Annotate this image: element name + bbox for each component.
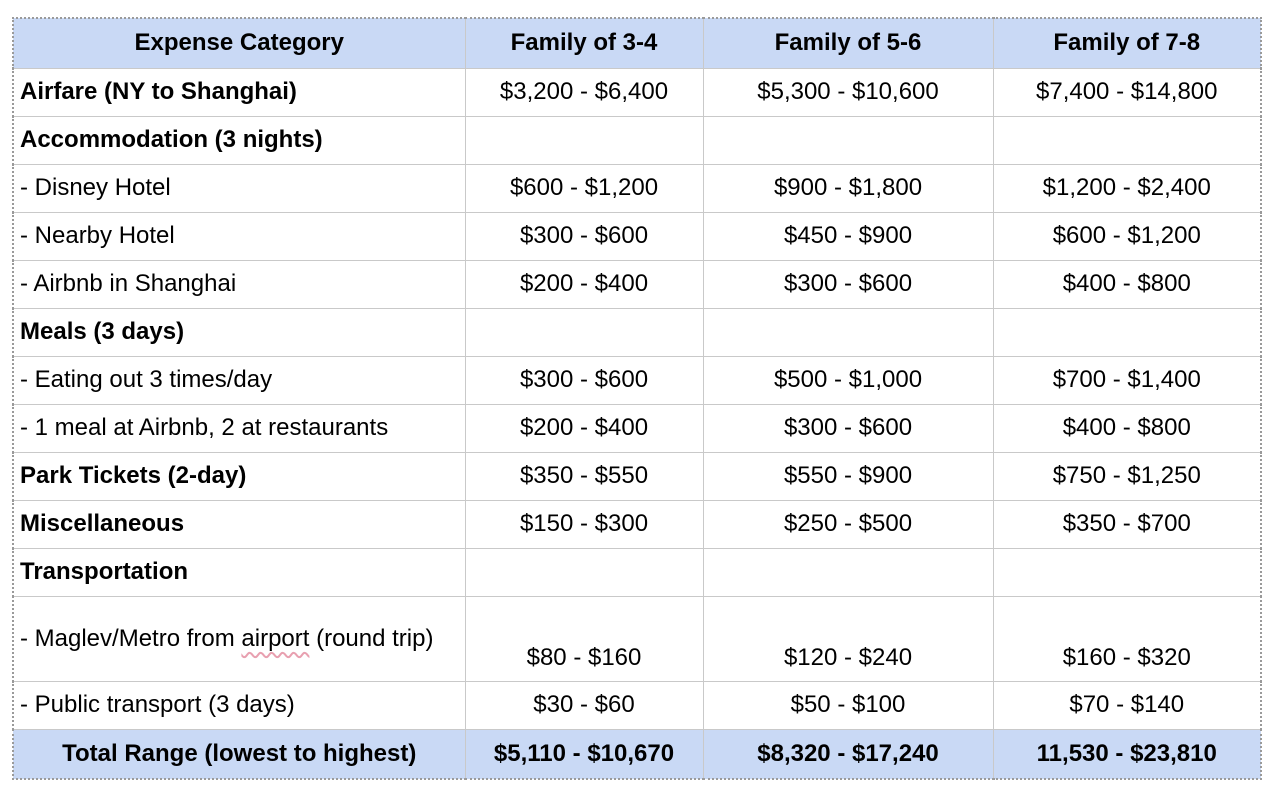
total-row bbox=[13, 729, 1261, 779]
cell-family-5-6[interactable]: $300 - $600 bbox=[703, 404, 993, 452]
row-label[interactable]: Transportation bbox=[13, 548, 465, 596]
table-row bbox=[13, 68, 1261, 116]
table-row bbox=[13, 308, 1261, 356]
cell-family-3-4[interactable]: $150 - $300 bbox=[465, 500, 703, 548]
row-label-part: (round trip) bbox=[309, 624, 434, 652]
cell-family-7-8[interactable]: $350 - $700 bbox=[993, 500, 1261, 548]
cell-family-7-8[interactable]: $400 - $800 bbox=[993, 260, 1261, 308]
cell-family-7-8[interactable] bbox=[993, 548, 1261, 596]
row-label[interactable]: - Eating out 3 times/day bbox=[13, 356, 465, 404]
cell-family-7-8[interactable]: $400 - $800 bbox=[993, 404, 1261, 452]
row-label[interactable]: - 1 meal at Airbnb, 2 at restaurants bbox=[13, 404, 465, 452]
table-row bbox=[13, 452, 1261, 500]
table-row bbox=[13, 548, 1261, 596]
cell-family-7-8[interactable]: $7,400 - $14,800 bbox=[993, 68, 1261, 116]
row-label[interactable]: Accommodation (3 nights) bbox=[13, 116, 465, 164]
table-row bbox=[13, 164, 1261, 212]
cell-family-3-4[interactable]: $300 - $600 bbox=[465, 356, 703, 404]
header-category[interactable]: Expense Category bbox=[13, 18, 465, 68]
table-row bbox=[13, 260, 1261, 308]
cell-family-7-8[interactable] bbox=[993, 308, 1261, 356]
cell-family-5-6[interactable]: $120 - $240 bbox=[703, 596, 993, 681]
header-family-3-4[interactable]: Family of 3-4 bbox=[465, 18, 703, 68]
row-label[interactable] bbox=[13, 596, 465, 681]
cell-family-5-6[interactable]: $550 - $900 bbox=[703, 452, 993, 500]
table-row bbox=[13, 681, 1261, 729]
row-label[interactable]: - Disney Hotel bbox=[13, 164, 465, 212]
row-label[interactable]: Park Tickets (2-day) bbox=[13, 452, 465, 500]
cell-family-5-6[interactable] bbox=[703, 308, 993, 356]
cell-family-5-6[interactable] bbox=[703, 116, 993, 164]
header-row bbox=[13, 18, 1261, 68]
row-label[interactable]: - Public transport (3 days) bbox=[13, 681, 465, 729]
table-row bbox=[13, 404, 1261, 452]
cell-family-5-6[interactable]: $900 - $1,800 bbox=[703, 164, 993, 212]
cell-family-7-8[interactable]: $700 - $1,400 bbox=[993, 356, 1261, 404]
cell-family-3-4[interactable]: $30 - $60 bbox=[465, 681, 703, 729]
cell-family-5-6[interactable]: $500 - $1,000 bbox=[703, 356, 993, 404]
cell-family-3-4[interactable] bbox=[465, 548, 703, 596]
row-label[interactable]: - Airbnb in Shanghai bbox=[13, 260, 465, 308]
row-label[interactable]: Airfare (NY to Shanghai) bbox=[13, 68, 465, 116]
cell-family-3-4[interactable] bbox=[465, 116, 703, 164]
cell-family-3-4[interactable]: $300 - $600 bbox=[465, 212, 703, 260]
table-row bbox=[13, 596, 1261, 681]
header-family-5-6[interactable]: Family of 5-6 bbox=[703, 18, 993, 68]
cell-family-3-4[interactable]: $350 - $550 bbox=[465, 452, 703, 500]
spellcheck-word: airport bbox=[241, 624, 310, 652]
cell-family-3-4[interactable]: $600 - $1,200 bbox=[465, 164, 703, 212]
table-row bbox=[13, 356, 1261, 404]
cell-family-5-6[interactable]: $5,300 - $10,600 bbox=[703, 68, 993, 116]
cell-family-7-8[interactable]: $160 - $320 bbox=[993, 596, 1261, 681]
total-family-5-6[interactable]: $8,320 - $17,240 bbox=[703, 729, 993, 779]
total-family-3-4[interactable]: $5,110 - $10,670 bbox=[465, 729, 703, 779]
total-label[interactable]: Total Range (lowest to highest) bbox=[13, 729, 465, 779]
cell-family-7-8[interactable] bbox=[993, 116, 1261, 164]
cell-family-3-4[interactable]: $200 - $400 bbox=[465, 260, 703, 308]
expense-table bbox=[12, 17, 1262, 780]
cell-family-3-4[interactable]: $80 - $160 bbox=[465, 596, 703, 681]
table-row bbox=[13, 500, 1261, 548]
row-label[interactable]: Miscellaneous bbox=[13, 500, 465, 548]
table-row bbox=[13, 116, 1261, 164]
cell-family-3-4[interactable] bbox=[465, 308, 703, 356]
header-family-7-8[interactable]: Family of 7-8 bbox=[993, 18, 1261, 68]
cell-family-7-8[interactable]: $750 - $1,250 bbox=[993, 452, 1261, 500]
cell-family-3-4[interactable]: $200 - $400 bbox=[465, 404, 703, 452]
row-label[interactable]: - Nearby Hotel bbox=[13, 212, 465, 260]
cell-family-7-8[interactable]: $600 - $1,200 bbox=[993, 212, 1261, 260]
cell-family-7-8[interactable]: $70 - $140 bbox=[993, 681, 1261, 729]
row-label-part: - Maglev/Metro from bbox=[20, 624, 242, 652]
cell-family-5-6[interactable] bbox=[703, 548, 993, 596]
cell-family-5-6[interactable]: $250 - $500 bbox=[703, 500, 993, 548]
total-family-7-8[interactable]: 11,530 - $23,810 bbox=[993, 729, 1261, 779]
cell-family-7-8[interactable]: $1,200 - $2,400 bbox=[993, 164, 1261, 212]
row-label[interactable]: Meals (3 days) bbox=[13, 308, 465, 356]
cell-family-3-4[interactable]: $3,200 - $6,400 bbox=[465, 68, 703, 116]
cell-family-5-6[interactable]: $450 - $900 bbox=[703, 212, 993, 260]
cell-family-5-6[interactable]: $50 - $100 bbox=[703, 681, 993, 729]
cell-family-5-6[interactable]: $300 - $600 bbox=[703, 260, 993, 308]
table-row bbox=[13, 212, 1261, 260]
